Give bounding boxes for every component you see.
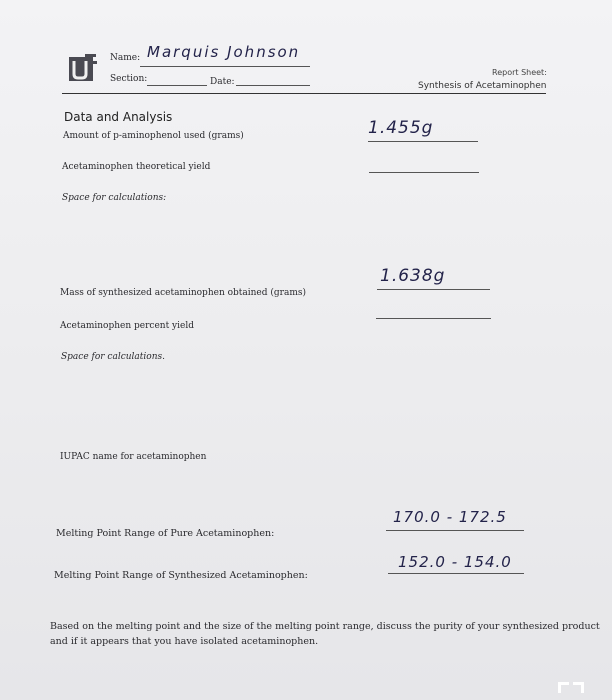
question-iupac-name: IUPAC name for acetaminophen — [60, 452, 207, 462]
answer-line-6 — [388, 573, 524, 574]
date-label: Date: — [210, 77, 235, 87]
section-title: Data and Analysis — [64, 110, 173, 124]
question-mp-synthesized: Melting Point Range of Synthesized Acetaminophen: — [54, 570, 308, 581]
calculation-space-2: Space for calculations. — [61, 352, 165, 362]
name-signature: Marquis Johnson — [147, 43, 301, 61]
question-theoretical-yield: Acetaminophen theoretical yield — [62, 162, 211, 172]
question-mp-pure: Melting Point Range of Pure Acetaminophen: — [56, 528, 275, 539]
answer-line-2 — [369, 172, 479, 173]
name-line — [140, 66, 310, 67]
answer-line-4 — [376, 318, 491, 319]
report-sheet-label: Report Sheet: — [492, 68, 547, 77]
discussion-prompt-line-2: and if it appears that you have isolated acetaminophen. — [50, 636, 319, 647]
answer-amount-p-aminophenol: 1.455g — [368, 118, 434, 138]
calculation-space-1: Space for calculations: — [62, 193, 167, 203]
question-percent-yield: Acetaminophen percent yield — [60, 321, 194, 331]
answer-line-1 — [368, 141, 478, 142]
discussion-prompt-line-1: Based on the melting point and the size of the melting point range, discuss the purity of your synthesized product — [50, 621, 600, 632]
report-title: Synthesis of Acetaminophen — [418, 81, 547, 91]
answer-line-3 — [377, 289, 490, 290]
section-line — [147, 85, 207, 86]
header-rule — [62, 93, 546, 94]
question-amount-p-aminophenol: Amount of p-aminophenol used (grams) — [63, 131, 244, 141]
answer-mp-synthesized: 152.0 - 154.0 — [398, 553, 512, 571]
question-mass-obtained: Mass of synthesized acetaminophen obtained (grams) — [60, 288, 306, 298]
date-line — [236, 85, 310, 86]
answer-mass-obtained: 1.638g — [380, 266, 446, 286]
fullscreen-icon[interactable] — [556, 680, 586, 700]
answer-line-5 — [386, 530, 524, 531]
section-label: Section: — [110, 74, 148, 84]
answer-mp-pure: 170.0 - 172.5 — [393, 508, 507, 526]
university-logo-icon — [68, 53, 98, 83]
name-label: Name: — [110, 53, 141, 63]
